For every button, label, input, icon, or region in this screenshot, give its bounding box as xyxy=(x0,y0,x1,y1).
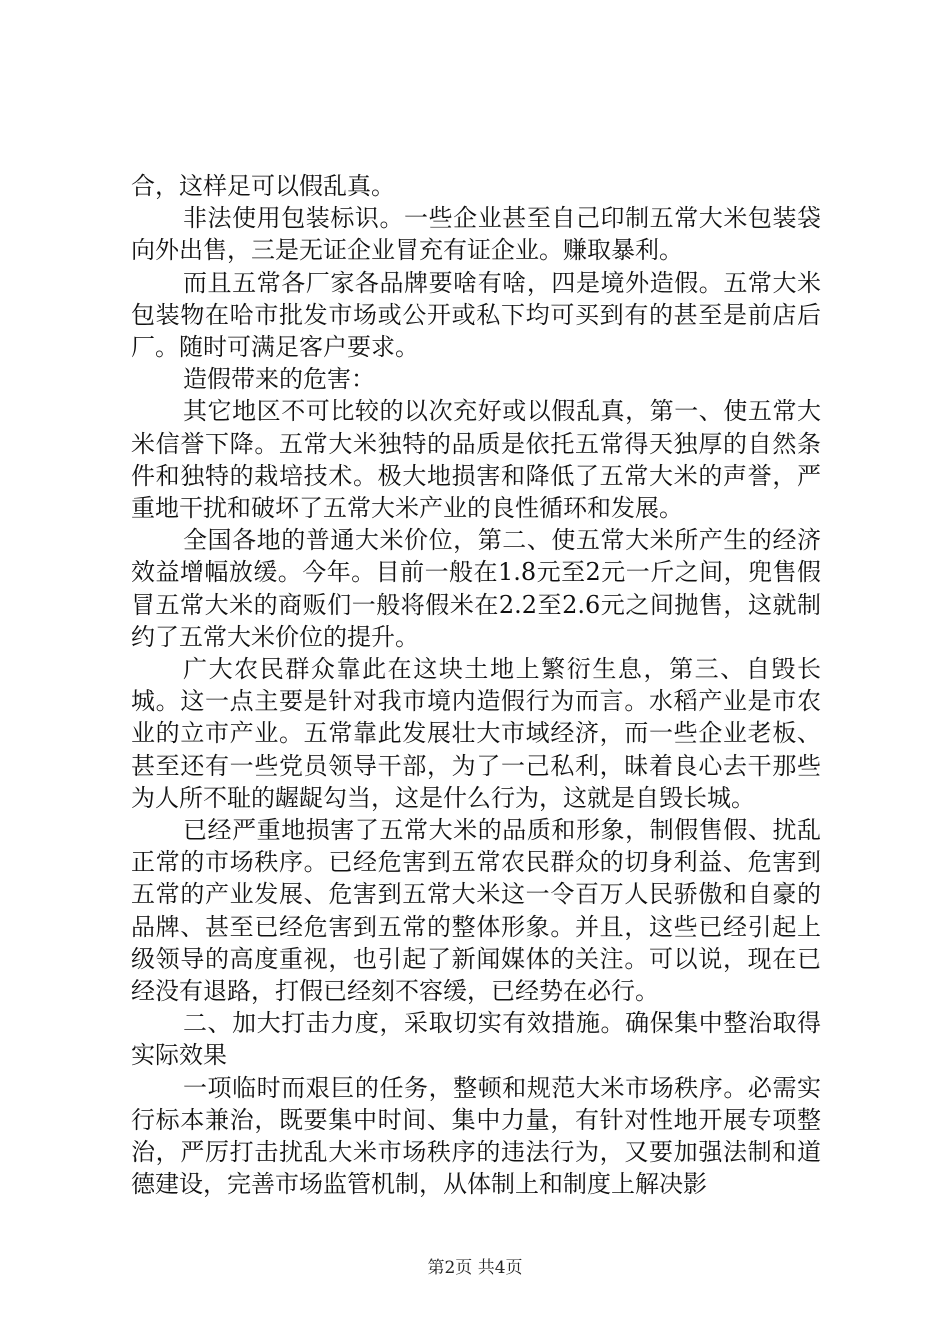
paragraph: 非法使用包装标识。一些企业甚至自己印制五常大米包装袋向外出售，三是无证企业冒充有证企业。赚取暴利。 xyxy=(131,204,821,265)
paragraph: 而且五常各厂家各品牌要啥有啥，四是境外造假。五常大米包装物在哈市批发市场或公开或私下均可买到有的甚至是前店后厂。随时可满足客户要求。 xyxy=(131,268,821,362)
paragraph: 全国各地的普通大米价位，第二、使五常大米所产生的经济效益增幅放缓。今年。目前一般在1.8元至2元一斤之间，兜售假冒五常大米的商贩们一般将假米在2.2至2.6元之间抛售，这就制约了五常大米价位的提升。 xyxy=(131,526,821,651)
paragraph: 一项临时而艰巨的任务，整顿和规范大米市场秩序。必需实行标本兼治，既要集中时间、集中力量，有针对性地开展专项整治，严厉打击扰乱大米市场秩序的违法行为，又要加强法制和道德建设，完善市场监管机制，从体制上和制度上解决影 xyxy=(131,1073,821,1199)
paragraph: 已经严重地损害了五常大米的品质和形象，制假售假、扰乱正常的市场秩序。已经危害到五常农民群众的切身利益、危害到五常的产业发展、危害到五常大米这一令百万人民骄傲和自豪的品牌、甚至已经危害到五常的整体形象。并且，这些已经引起上级领导的高度重视，也引起了新闻媒体的关注。可以说，现在已经没有退路，打假已经刻不容缓，已经势在必行。 xyxy=(131,816,821,1006)
section-heading: 二、加大打击力度，采取切实有效措施。确保集中整治取得实际效果 xyxy=(131,1009,821,1070)
section-heading: 造假带来的危害： xyxy=(183,365,375,394)
paragraph: 广大农民群众靠此在这块土地上繁衍生息，第三、自毁长城。这一点主要是针对我市境内造假行为而言。水稻产业是市农业的立市产业。五常靠此发展壮大市域经济，而一些企业老板、甚至还有一些党员领导干部，为了一己私利，昧着良心去干那些为人所不耻的龌龊勾当，这是什么行为，这就是自毁长城。 xyxy=(131,655,821,812)
page-number-footer: 第2页 共4页 xyxy=(427,1258,523,1278)
paragraph-continuation: 合，这样足可以假乱真。 xyxy=(131,172,395,200)
paragraph: 其它地区不可比较的以次充好或以假乱真，第一、使五常大米信誉下降。五常大米独特的品质是依托五常得天独厚的自然条件和独特的栽培技术。极大地损害和降低了五常大米的声誉，严重地干扰和破坏了五常大米产业的良性循环和发展。 xyxy=(131,397,821,523)
document-body xyxy=(131,170,821,1201)
